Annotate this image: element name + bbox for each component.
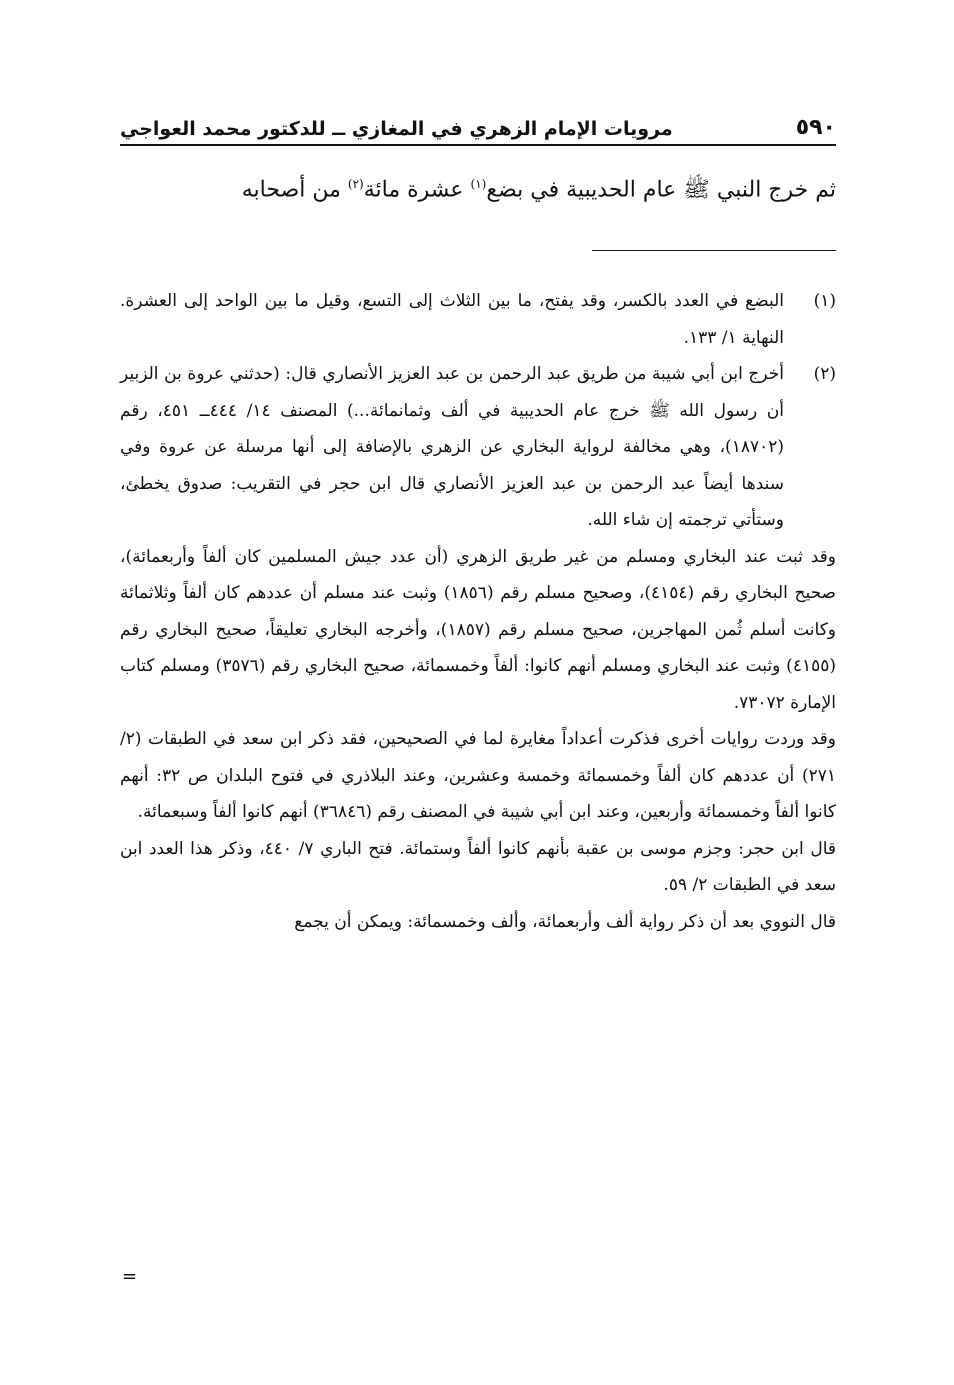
footnote-2-paragraph-4: قال ابن حجر: وجزم موسى بن عقبة بأنهم كانوا ألفاً وستمائة. فتح الباري ٧/ ٤٤٠، وذكر هذا العدد ابن سعد في الطبقات ٢/ ٥٩.	[120, 838, 836, 895]
footnote-1-number: (١)	[813, 291, 836, 311]
footnote-2-paragraph-5: قال النووي بعد أن ذكر رواية ألف وأربعمائة، وألف وخمسمائة: ويمكن أن يجمع	[294, 911, 836, 932]
page-number: ٥٩٠	[795, 115, 836, 140]
footnote-1	[120, 283, 836, 356]
footnote-ref-1: (١)	[470, 177, 487, 191]
footnote-2-number: (٢)	[813, 364, 836, 384]
main-text	[120, 158, 836, 216]
footnote-separator	[592, 250, 836, 251]
main-text-part-3: من أصحابه	[241, 177, 348, 203]
footnote-2	[120, 356, 836, 539]
running-header	[120, 112, 836, 146]
footnote-1-paragraph-1: البضع في العدد بالكسر، وقد يفتح، ما بين الثلاث إلى التسع، وقيل ما بين الواحد إلى العشرة. النهاية ١/ ١٣٣.	[120, 291, 784, 348]
footnotes	[120, 283, 836, 940]
footnote-1-body	[120, 283, 784, 356]
footnote-2-paragraph-1: أخرج ابن أبي شيبة من طريق عبد الرحمن بن عبد العزيز الأنصاري قال: (حدثني عروة بن الزبير أن رسول الله ﷺ خرج عام الحديبية في ألف وثمانمائة...) المصنف ١٤/ ٤٤٤ــ ٤٥١، رقم (١٨٧٠٢)، وهي مخالفة لرواية البخاري عن الزهري بالإضافة إلى أنها مرسلة عن عروة وفي سندها أيضاً عبد الرحمن بن عبد العزيز الأنصاري قال ابن حجر في التقريب: صدوق يخطئ، وستأتي ترجمته إن شاء الله.	[120, 364, 784, 530]
main-text-part-1: ثم خرج النبي ﷺ عام الحديبية في بضع	[486, 177, 836, 203]
continuation-mark: =	[122, 1266, 138, 1287]
footnote-2-paragraph-2: وقد ثبت عند البخاري ومسلم من غير طريق الزهري (أن عدد جيش المسلمين كان ألفاً وأربعمائة)، صحيح البخاري رقم (٤١٥٤)، وصحيح مسلم رقم (١٨٥٦) وثبت عند مسلم أن عددهم كان ألفاً وثلاثمائة وكانت أسلم ثُمن المهاجرين، صحيح مسلم رقم (١٨٥٧)، وأخرجه البخاري تعليقاً، صحيح البخاري رقم (٤١٥٥) وثبت عند البخاري ومسلم أنهم كانوا: ألفاً وخمسمائة، صحيح البخاري رقم (٣٥٧٦) ومسلم كتاب الإمارة ٧٣٠٧٢.	[120, 546, 836, 713]
footnote-2-body	[120, 356, 784, 539]
main-text-part-2: عشرة مائة	[363, 177, 471, 203]
book-title: مرويات الإمام الزهري في المغازي ــ للدكتور محمد العواجي	[120, 118, 673, 140]
footnote-ref-2: (٢)	[347, 177, 364, 191]
footnote-2-paragraph-3: وقد وردت روايات أخرى فذكرت أعداداً مغايرة لما في الصحيحين، فقد ذكر ابن سعد في الطبقات (٢/ ٢٧١) أن عددهم كان ألفاً وخمسمائة وخمسة وعشرين، وعند البلاذري في فتوح البلدان ص ٣٢: أنهم كانوا ألفاً وخمسمائة وأربعين، وعند ابن أبي شيبة في المصنف رقم (٣٦٨٤٦) أنهم كانوا ألفاً وسبعمائة.	[120, 729, 836, 822]
